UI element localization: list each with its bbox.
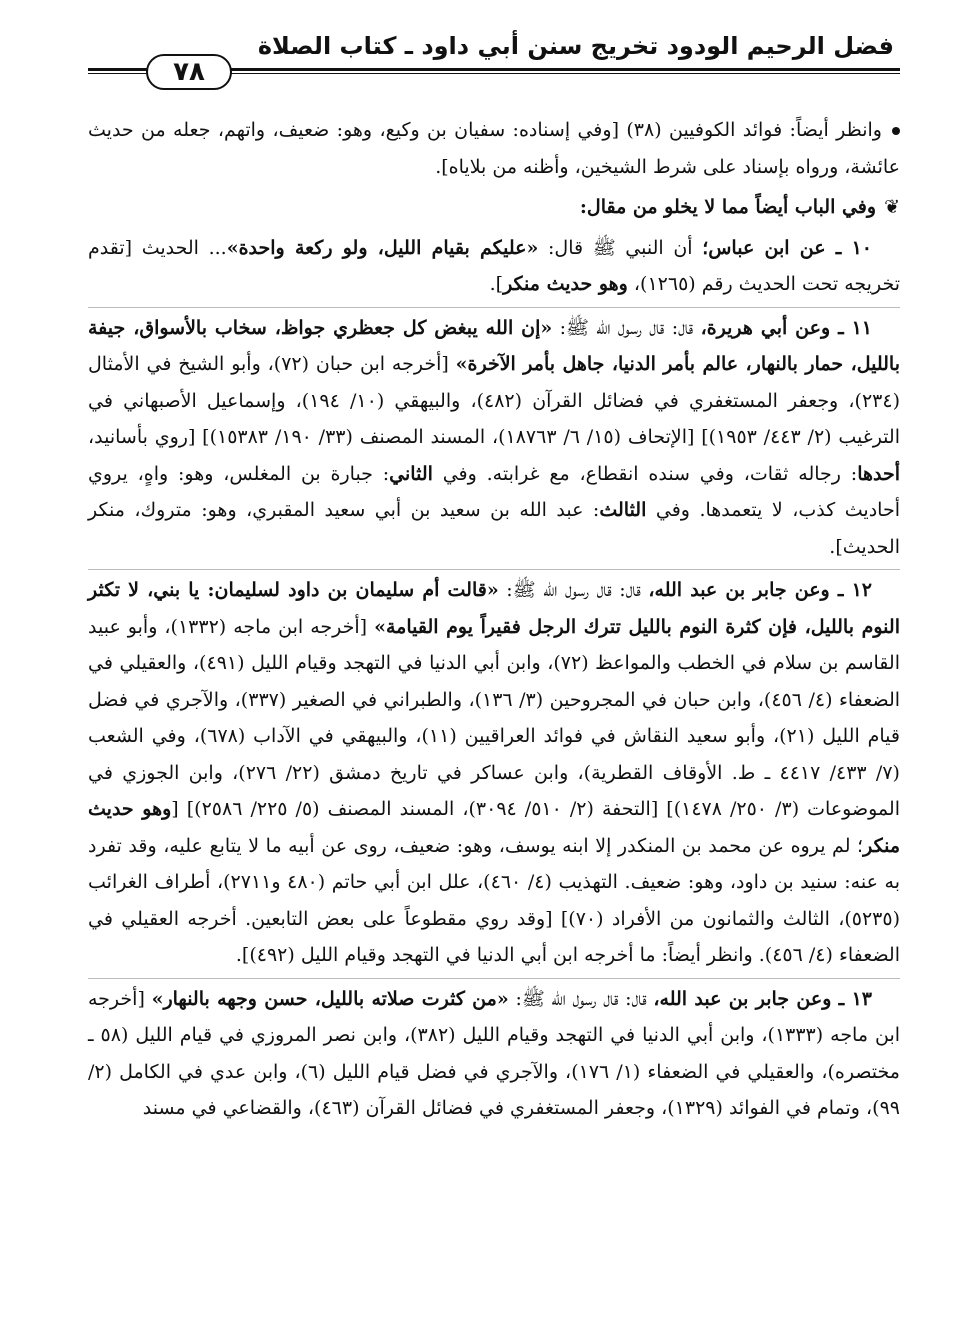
entry-13-quote: «من كثرت صلاته بالليل، حسن وجهه بالنهار»: [151, 987, 509, 1010]
entry-10-quote: «عليكم بقيام الليل، ولو ركعة واحدة»: [226, 236, 539, 259]
bullet-icon: [892, 127, 900, 135]
see-also-text: وانظر أيضاً: فوائد الكوفيين (٣٨) [وفي إسناده: سفيان بن وكيع، وهو: ضعيف، واتهم، جعله من حديث عائشة، ورواه بإسناد على شرط الشيخين، وأظنه من بلاياه].: [88, 119, 900, 178]
entry-13-intro: قال: قال رسول الله ﷺ:: [508, 987, 654, 1010]
entry-10-after: ... الحديث [تقدم تخريجه تحت الحديث رقم (١٢٦٥)،: [88, 236, 900, 295]
paragraph-see-also: [88, 112, 900, 185]
hadith-entry-11: [88, 307, 900, 566]
entry-12-intro: قال: قال رسول الله ﷺ:: [498, 579, 649, 601]
entry-13-lead: ١٣ ـ وعن جابر بن عبد الله،: [653, 987, 872, 1010]
running-title: فضل الرحيم الودود تخريج سنن أبي داود ـ كتاب الصلاة: [257, 32, 894, 60]
hadith-entry-10: [88, 230, 900, 303]
entry-10-verdict: وهو حديث منكر: [503, 273, 628, 295]
entry-12-body: [أخرجه ابن ماجه (١٣٣٢)، وأبو عبيد القاسم بن سلام في الخطب والمواعظ (٧٢)، وابن أبي الدنيا في التهجد وقيام الليل (٤٩١)، والعقيلي في الضعفاء (٤/ ٤٥٦)، وابن حبان في المجروحين (٣/ ١٣٦)، والطبراني في الصغير (٣٣٧)، والآجري في فضل قيام الليل (٢١)، وأبو سعيد النقاش في فوائد العراقيين (١١)، والبيهقي في الآداب (٦٧٨)، وفي الشعب (٧/ ٤٣٣/ ٤٤١٧ ـ ط. الأوقاف القطرية)، وابن عساكر في تاريخ دمشق (٢٢/ ٢٧٦)، وابن الجوزي في الموضوعات (٣/ ٢٥٠/ ١٤٧٨)] [التحفة (٢/ ٥١٠/ ٣٠٩٤)، المسند المصنف (٥/ ٢٢٥/ ٢٥٨٦)] [: [88, 615, 901, 820]
page-body: [88, 112, 900, 1131]
entry-10-lead: ١٠ ـ عن ابن عباس؛: [702, 236, 872, 259]
entry-13-body: [أخرجه ابن ماجه (١٣٣٣)، وابن أبي الدنيا في التهجد وقيام الليل (٣٨٢)، وابن نصر المروزي في قيام الليل (٥٨ ـ مختصره)، والعقيلي في الضعفاء (١/ ١٧٦)، والآجري في فضل قيام الليل (٦)، وابن عدي في الكامل (٢/ ٩٩)، وتمام في الفوائد (١٣٢٩)، وجعفر المستغفري في فضائل القرآن (٤٦٣)، والقضاعي في مسند: [88, 987, 901, 1119]
entry-11-third-label: الثالث: [599, 499, 647, 521]
entry-10-close: ].: [489, 273, 504, 295]
hadith-entry-13: [88, 978, 900, 1127]
entry-11-first-label: أحدها: [857, 462, 900, 485]
entry-11-intro: قال: قال رسول الله ﷺ:: [552, 316, 701, 339]
entry-11-second-text: : جبارة بن المغلس، وهو: واهٍ، يروي أحاديث كذب، لا يتعمدها. وفي: [88, 462, 900, 521]
entry-12-quote: «قالت أم سليمان بن داود لسليمان: يا بني، لا تكثر النوم بالليل، فإن كثرة النوم بالليل تترك الرجل فقيراً يوم القيامة»: [88, 579, 900, 638]
book-page: [88, 24, 900, 1324]
entry-11-third-text: : عبد الله بن سعيد بن أبي سعيد المقبري، وهو: متروك، منكر الحديث].: [88, 499, 900, 558]
entry-11-first-text: : رجاله ثقات، وفي سنده انقطاع، مع غرابته. وفي: [432, 462, 858, 485]
flower-icon: ❦: [884, 196, 900, 218]
chapter-note-text: وفي الباب أيضاً مما لا يخلو من مقال:: [579, 196, 877, 218]
entry-11-body: [أخرجه ابن حبان (٧٢)، وأبو الشيخ في الأمثال (٢٣٤)، وجعفر المستغفري في فضائل القرآن (٤٨٢)، والبيهقي (١٠/ ١٩٤)، وإسماعيل الأصبهاني في الترغيب (٢/ ٤٤٣/ ١٩٥٣)] [الإتحاف (١٥/ ٦/ ١٨٧٦٣)، المسند المصنف (٣٣/ ١٩٠/ ١٥٣٨٣)] [روي بأسانيد،: [88, 353, 900, 448]
entry-11-quote: «إن الله يبغض كل جعظري جواظ، سخاب بالأسواق، جيفة بالليل، حمار بالنهار، عالم بأمر الدنيا، جاهل بأمر الآخرة»: [88, 316, 900, 375]
entry-12-lead: ١٢ ـ وعن جابر بن عبد الله،: [648, 579, 873, 601]
entry-12-tail: ؛ لم يروه عن محمد بن المنكدر إلا ابنه يوسف، وهو: ضعيف، روى عن أبيه ما لا يتابع عليه، وقد تفرد به عنه: سنيد بن داود، وهو: ضعيف. التهذيب (٤/ ٤٦٠)، علل ابن أبي حاتم (٤٨٠ و٢٧١١)، أطراف الغرائب (٥٢٣٥)، الثالث والثمانون من الأفراد (٧٠)] [وقد روي مقطوعاً على بعض التابعين. أخرجه العقيلي في الضعفاء (٤/ ٤٥٦). وانظر أيضاً: ما أخرجه ابن أبي الدنيا في التهجد وقيام الليل (٤٩٢)].: [88, 834, 901, 966]
page-number: ٧٨: [173, 57, 205, 87]
entry-10-intro: أن النبي ﷺ قال:: [538, 236, 703, 259]
hadith-entry-12: [88, 569, 900, 974]
paragraph-chapter-note: [88, 189, 900, 226]
entry-12-verdict: وهو حديث منكر: [88, 798, 900, 857]
page-number-badge: [146, 54, 232, 90]
entry-11-lead: ١١ ـ وعن أبي هريرة،: [700, 316, 872, 339]
entry-11-second-label: الثاني: [389, 462, 433, 485]
